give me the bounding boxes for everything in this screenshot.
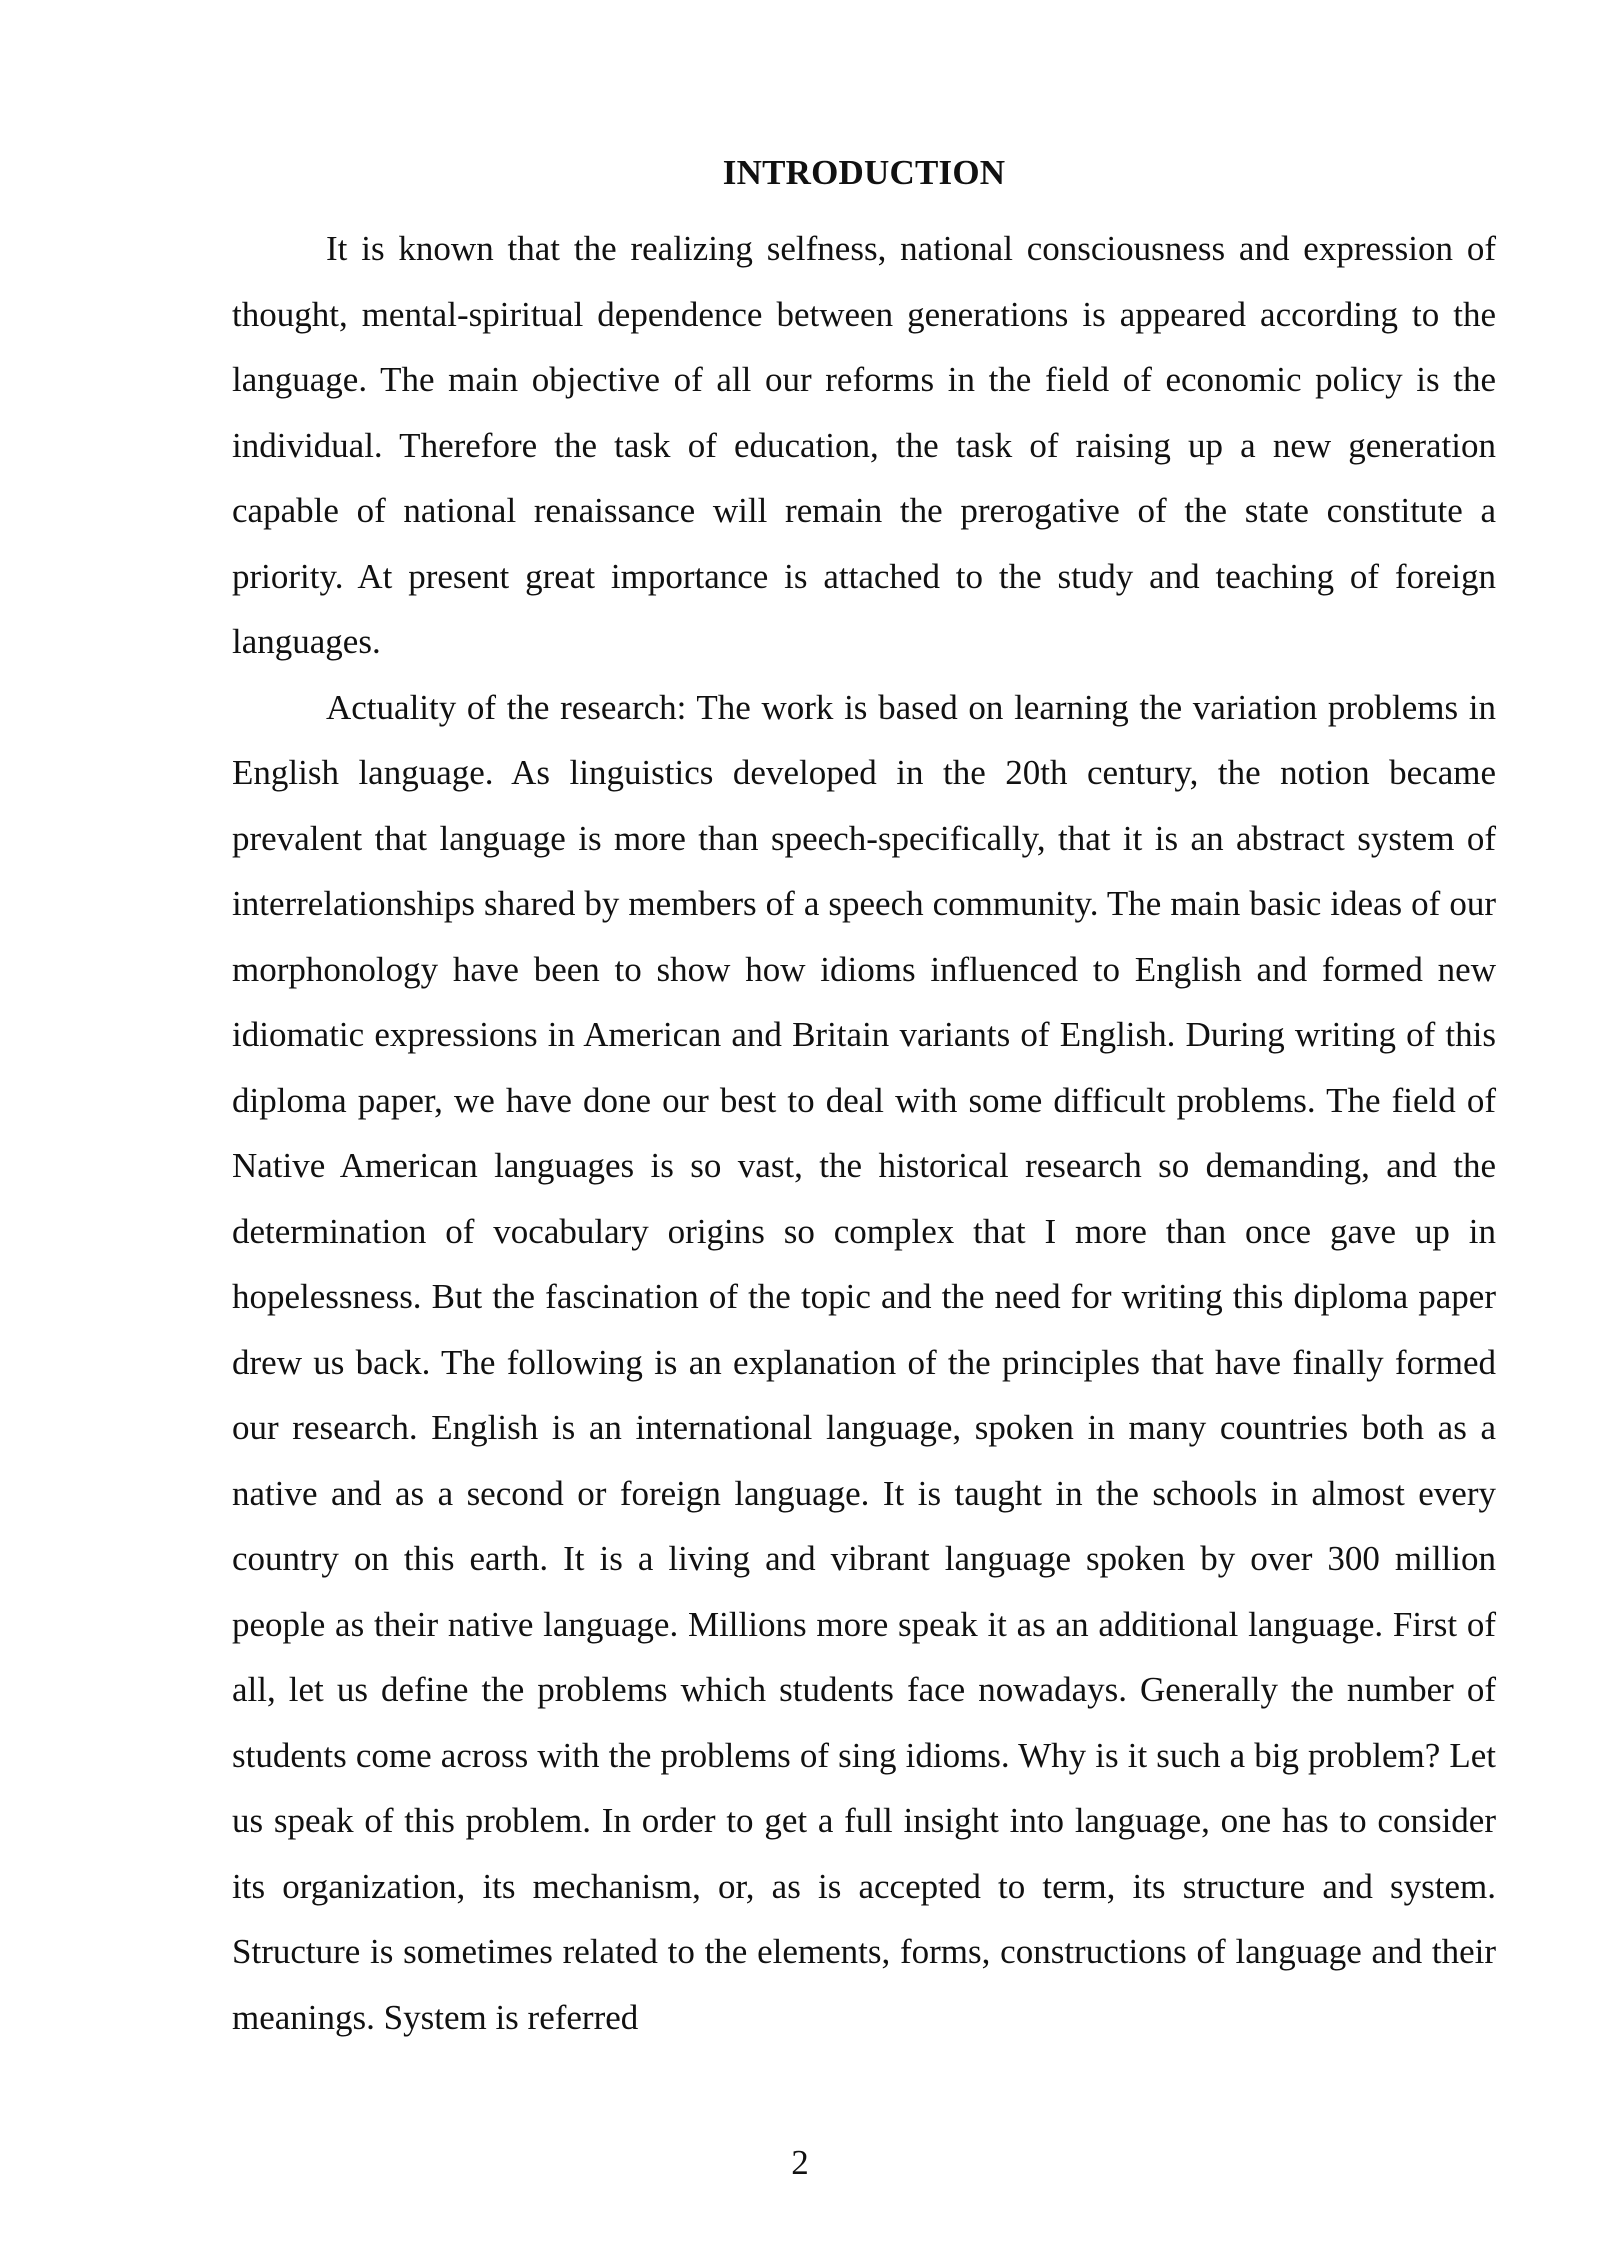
page-number: 2	[791, 2143, 809, 2182]
document-page	[232, 150, 1496, 2050]
section-title: INTRODUCTION	[722, 153, 1006, 192]
paragraph-actuality: Actuality of the research: The work is based on learning the variation problems in English language. As linguistics developed in the 20th century, the notion became prevalent that language is more than speech-specifically, that it is an abstract system of interrelationships shared by members of a speech community. The main basic ideas of our morphonology have been to show how idioms influenced to English and formed new idiomatic expressions in American and Britain variants of English. During writing of this diploma paper, we have done our best to deal with some difficult problems. The field of Native American languages is so vast, the historical research so demanding, and the determination of vocabulary origins so complex that I more than once gave up in hopelessness. But the fascination of the topic and the need for writing this diploma paper drew us back. The following is an explanation of the principles that have finally formed our research. English is an international language, spoken in many countries both as a native and as a second or foreign language. It is taught in the schools in almost every country on this earth. It is a living and vibrant language spoken by over 300 million people as their native language. Millions more speak it as an additional language. First of all, let us define the problems which students face nowadays. Generally the number of students come across with the problems of sing idioms. Why is it such a big problem? Let us speak of this problem. In order to get a full insight into language, one has to consider its organization, its mechanism, or, as is accepted to term, its structure and system. Structure is sometimes related to the elements, forms, constructions of language and their meanings. System is referred	[232, 687, 1496, 2037]
paragraph-intro: It is known that the realizing selfness, national consciousness and expression of thought, mental-spiritual dependence between generations is appeared according to the language. The main objective of all our reforms in the field of economic policy is the individual. Therefore the task of education, the task of raising up a new generation capable of national renaissance will remain the prerogative of the state constitute a priority. At present great importance is attached to the study and teaching of foreign languages.	[232, 229, 1496, 661]
